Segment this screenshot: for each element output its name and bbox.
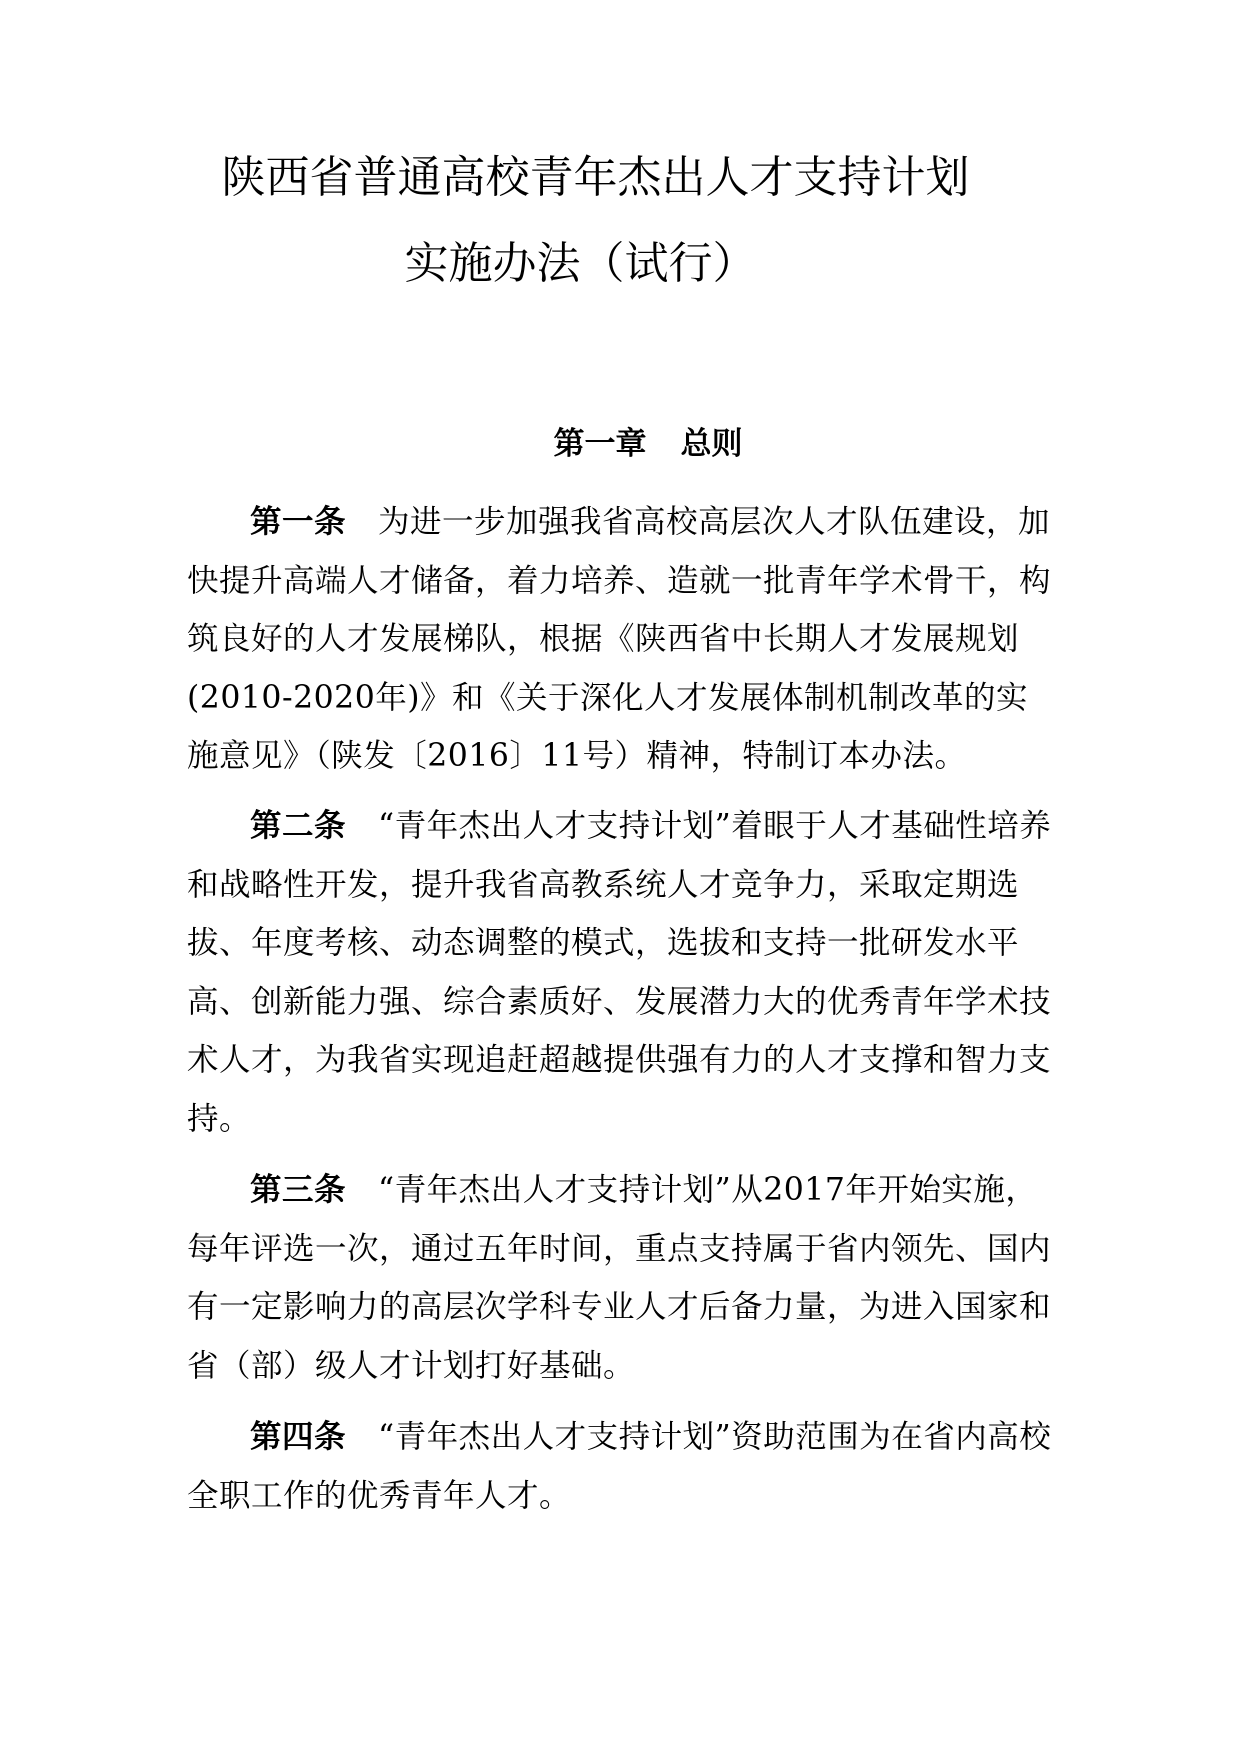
article-text: “青年杰出人才支持计划”着眼于人才基础性培养和战略性开发，提升我省高教系统人才竞争力，采取定期选拔、年度考核、动态调整的模式，选拔和支持一批研发水平高、创新能力强、综合素质好、发展潜力大的优秀青年学术技术人才，为我省实现追赶超越提供强有力的人才支撑和智力支持。 [187, 808, 1052, 1137]
article-label: 第一条 [250, 504, 347, 540]
article-label: 第四条 [250, 1419, 347, 1455]
document-title-line-1: 陕西省普通高校青年杰出人才支持计划 [221, 152, 970, 203]
article-paragraph [187, 1408, 1059, 1525]
chapter-number: 第一章 [553, 426, 647, 462]
article-paragraph [187, 1161, 1059, 1395]
article-text: 为进一步加强我省高校高层次人才队伍建设，加快提升高端人才储备，着力培养、造就一批青年学术骨干，构筑良好的人才发展梯队，根据《陕西省中长期人才发展规划(2010-2020年)》和《关于深化人才发展体制机制改革的实施意见》（陕发〔2016〕11号）精神，特制订本办法。 [187, 504, 1052, 774]
chapter-heading [0, 420, 1241, 468]
article-label: 第二条 [250, 808, 347, 844]
document-title-line-2: 实施办法（试行） [404, 238, 757, 289]
article-label: 第三条 [250, 1172, 347, 1208]
article-paragraph [187, 493, 1059, 786]
article-paragraph [187, 797, 1059, 1148]
article-text: “青年杰出人才支持计划”资助范围为在省内高校全职工作的优秀青年人才。 [187, 1419, 1052, 1514]
chapter-name: 总则 [680, 426, 743, 462]
article-text: “青年杰出人才支持计划”从2017年开始实施，每年评选一次，通过五年时间，重点支持属于省内领先、国内有一定影响力的高层次学科专业人才后备力量，为进入国家和省（部）级人才计划打好基础。 [187, 1172, 1052, 1384]
